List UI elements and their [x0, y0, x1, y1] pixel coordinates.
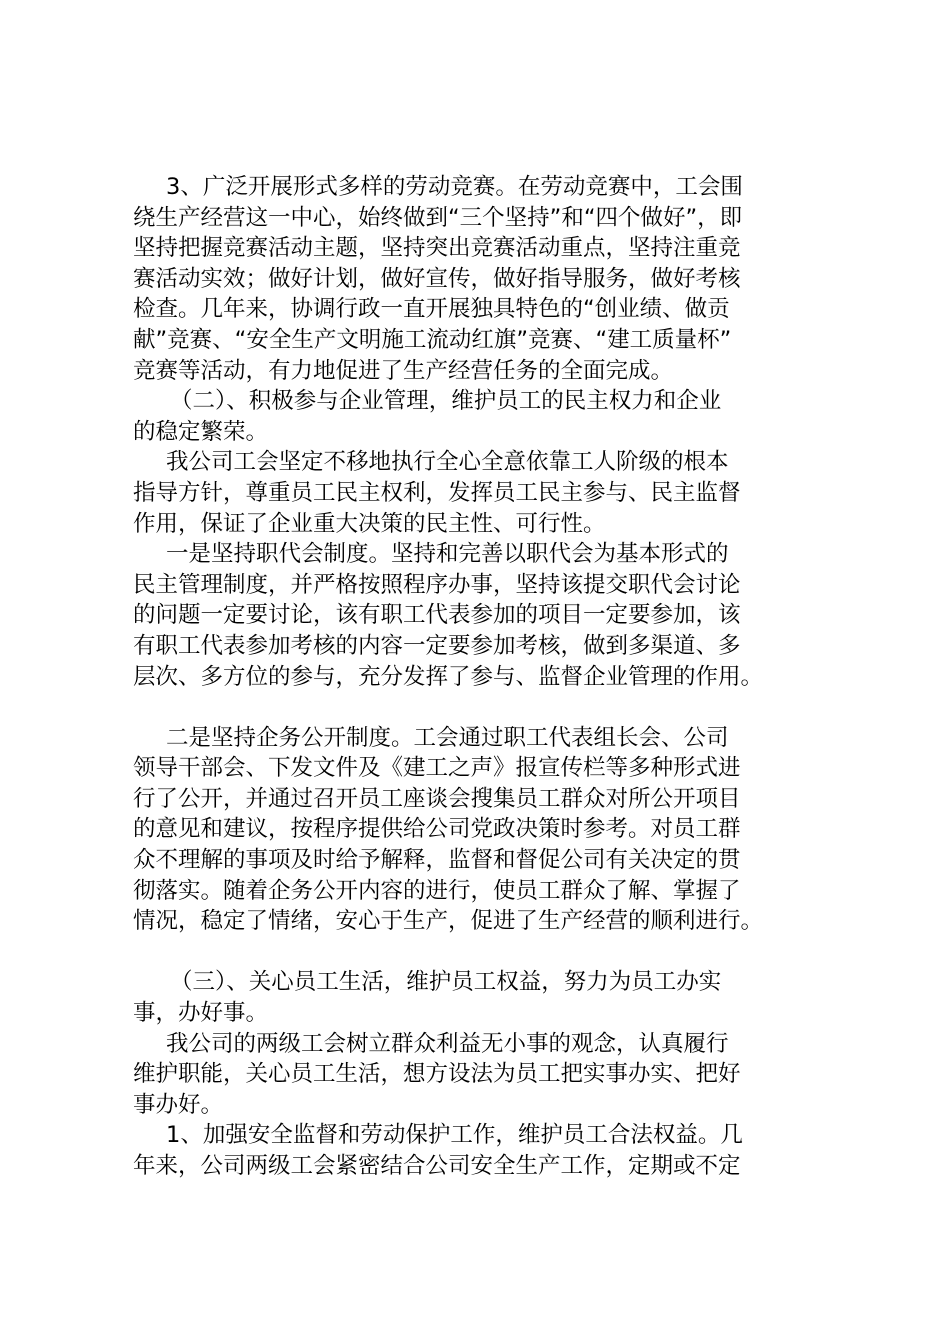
text-line: 情况，稳定了情绪，安心于生产，促进了生产经营的顺利进行。	[133, 908, 764, 935]
text-line: （二）、积极参与企业管理，维护员工的民主权力和企业	[170, 388, 722, 415]
section-heading-two	[133, 386, 833, 447]
text-line: 我公司工会坚定不移地执行全心全意依靠工人阶级的根本	[166, 449, 729, 476]
text-line: 维护职能，关心员工生活，想方设法为员工把实事办实、把好	[133, 1061, 741, 1088]
text-line: 事，办好事。	[133, 1000, 269, 1027]
text-line: 领导干部会、下发文件及《建工之声》报宣传栏等多种形式进	[133, 755, 741, 782]
text-line: 检查。几年来，协调行政一直开展独具特色的“创业绩、做贡	[133, 296, 730, 323]
text-line: 有职工代表参加考核的内容一定要参加考核，做到多渠道、多	[133, 632, 741, 659]
text-line: 指导方针，尊重员工民主权利，发挥员工民主参与、民主监督	[133, 479, 741, 506]
text-line: 1、加强安全监督和劳动保护工作，维护员工合法权益。几	[166, 1122, 743, 1149]
text-line: 坚持把握竞赛活动主题，坚持突出竞赛活动重点，坚持注重竞	[133, 235, 741, 262]
text-line: 的问题一定要讨论，该有职工代表参加的项目一定要参加，该	[133, 602, 741, 629]
paragraph-employee-welfare	[133, 1029, 833, 1121]
paragraph-affairs-disclosure	[133, 723, 833, 937]
text-line: 作用，保证了企业重大决策的民主性、可行性。	[133, 510, 606, 537]
text-line: 行了公开，并通过召开员工座谈会搜集员工群众对所公开项目	[133, 785, 741, 812]
text-line: 绕生产经营这一中心，始终做到“三个坚持”和“四个做好”，即	[133, 204, 743, 231]
blank-line	[133, 692, 833, 723]
text-line: 民主管理制度，并严格按照程序办事，坚持该提交职代会讨论	[133, 571, 741, 598]
text-line: 二是坚持企务公开制度。工会通过职工代表组长会、公司	[166, 724, 729, 751]
text-line: 的稳定繁荣。	[133, 418, 269, 445]
document-body	[133, 172, 833, 1182]
paragraph-congress-system	[133, 539, 833, 692]
text-line: 彻落实。随着企务公开内容的进行，使员工群众了解、掌握了	[133, 877, 741, 904]
text-line: （三）、关心员工生活，维护员工权益，努力为员工办实	[170, 969, 722, 996]
text-line: 赛活动实效；做好计划，做好宣传，做好指导服务，做好考核	[133, 265, 741, 292]
text-line: 层次、多方位的参与，充分发挥了参与、监督企业管理的作用。	[133, 663, 764, 690]
text-line: 一是坚持职代会制度。坚持和完善以职代会为基本形式的	[166, 541, 729, 568]
text-line: 众不理解的事项及时给予解释，监督和督促公司有关决定的贯	[133, 847, 741, 874]
text-line: 3、广泛开展形式多样的劳动竞赛。在劳动竞赛中，工会围	[166, 174, 743, 200]
text-line: 的意见和建议，按程序提供给公司党政决策时参考。对员工群	[133, 816, 741, 843]
section-heading-three	[133, 967, 833, 1028]
text-line: 献”竞赛、“安全生产文明施工流动红旗”竞赛、“建工质量杯”	[133, 326, 732, 353]
paragraph-safety-supervision	[133, 1120, 833, 1181]
text-line: 年来，公司两级工会紧密结合公司安全生产工作，定期或不定	[133, 1153, 741, 1179]
text-line: 事办好。	[133, 1091, 224, 1118]
text-line: 我公司的两级工会树立群众利益无小事的观念，认真履行	[166, 1030, 729, 1057]
paragraph-labor-competition	[133, 172, 833, 386]
blank-line	[133, 937, 833, 968]
text-line: 竞赛等活动，有力地促进了生产经营任务的全面完成。	[133, 357, 674, 384]
paragraph-democratic-rights	[133, 447, 833, 539]
